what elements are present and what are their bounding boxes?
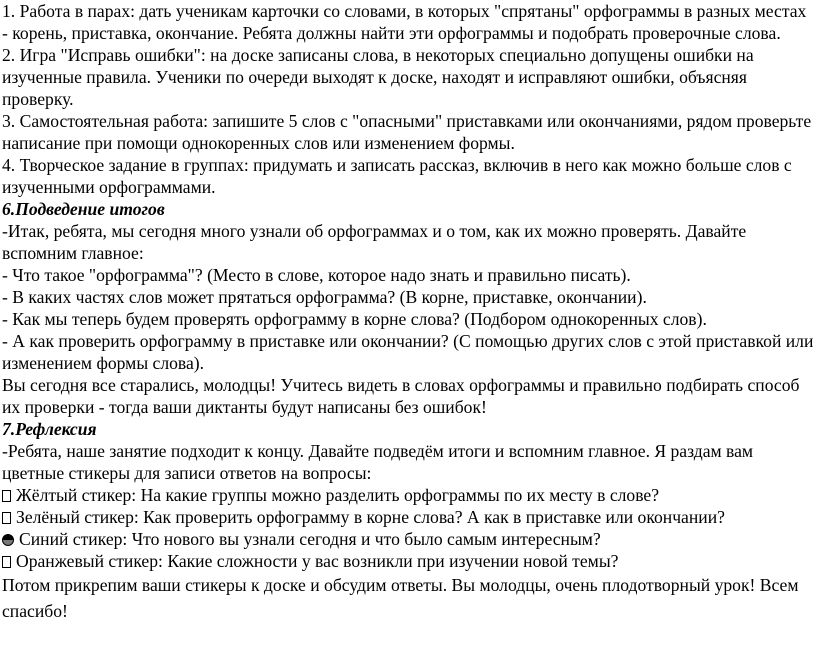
question-1: - Что такое "орфограмма"? (Место в слове, которое надо знать и правильно писать).: [2, 265, 631, 285]
activity-2: 2. Игра "Исправь ошибки": на доске записаны слова, в некоторых специально допущены ошибки на изученные правила. Ученики по очереди выходят к доске, находят и исправляют ошибки, объясняя проверку.: [2, 45, 754, 109]
activity-4: 4. Творческое задание в группах: придумать и записать рассказ, включив в него как можно больше слов с изученными орфограммами.: [2, 155, 792, 197]
question-3: - Как мы теперь будем проверять орфограмму в корне слова? (Подбором однокоренных слов).: [2, 309, 707, 329]
square-bullet-icon: [2, 490, 11, 502]
sticker-green: [2, 506, 814, 528]
section-6-heading: 6.Подведение итогов: [2, 199, 165, 219]
sticker-orange-text: Оранжевый стикер: Какие сложности у вас возникли при изучении новой темы?: [16, 551, 619, 571]
square-bullet-icon: [2, 512, 11, 524]
sticker-yellow: [2, 484, 814, 506]
question-4: - А как проверить орфограмму в приставке или окончании? (С помощью других слов с этой приставкой или изменением формы слова).: [2, 331, 814, 373]
sticker-orange: [2, 550, 814, 572]
square-bullet-icon: [2, 556, 11, 568]
sticker-green-text: Зелёный стикер: Как проверить орфограмму в корне слова? А как в приставке или окончании?: [16, 507, 725, 527]
question-2: - В каких частях слов может прятаться орфограмма? (В корне, приставке, окончании).: [2, 287, 647, 307]
sticker-yellow-text: Жёлтый стикер: На какие группы можно разделить орфограммы по их месту в слове?: [16, 485, 660, 505]
activity-3: 3. Самостоятельная работа: запишите 5 слов с "опасными" приставками или окончаниями, рядом проверьте написание при помощи однокоренных слов или изменением формы.: [2, 111, 812, 153]
sticker-blue: [2, 528, 814, 550]
sticker-blue-text: Синий стикер: Что нового вы узнали сегодня и что было самым интересным?: [19, 529, 601, 549]
section-7-heading: 7.Рефлексия: [2, 419, 97, 439]
section-6-intro: -Итак, ребята, мы сегодня много узнали об орфограммах и о том, как их можно проверять. Давайте вспомним главное:: [2, 221, 747, 263]
section-7-closing: Потом прикрепим ваши стикеры к доске и обсудим ответы. Вы молодцы, очень плодотворный урок! Всем спасибо!: [2, 575, 799, 621]
section-6-closing: Вы сегодня все старались, молодцы! Учитесь видеть в словах орфограммы и правильно подбирать способ их проверки - тогда ваши диктанты будут написаны без ошибок!: [2, 375, 800, 417]
activity-1: 1. Работа в парах: дать ученикам карточки со словами, в которых "спрятаны" орфограммы в разных местах - корень, приставка, окончание. Ребята должны найти эти орфограммы и подобрать проверочные слова.: [2, 1, 807, 43]
document-page: [2, 0, 814, 624]
section-7-intro: -Ребята, наше занятие подходит к концу. Давайте подведём итоги и вспомним главное. Я раздам вам цветные стикеры для записи ответов на вопросы:: [2, 441, 754, 483]
half-filled-circle-icon: [2, 534, 14, 546]
